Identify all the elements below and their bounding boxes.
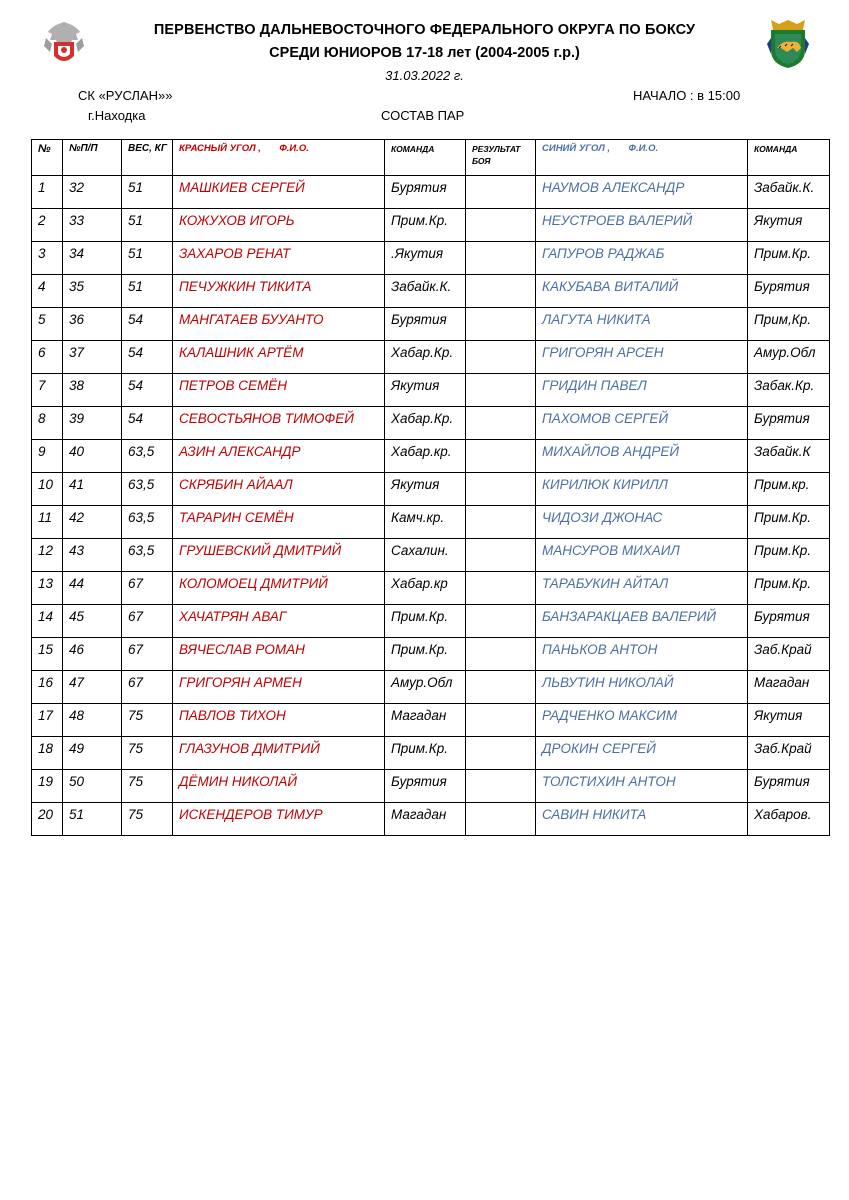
cell-weight: 75 <box>122 704 173 737</box>
cell-blue-boxer: ЛАГУТА НИКИТА <box>536 308 748 341</box>
cell-blue-team: Бурятия <box>748 407 830 440</box>
cell-blue-team: Бурятия <box>748 605 830 638</box>
cell-red-team: Магадан <box>385 704 466 737</box>
table-row <box>32 539 830 572</box>
table-row <box>32 209 830 242</box>
cell-blue-team: Заб.Край <box>748 638 830 671</box>
cell-red-team: Якутия <box>385 374 466 407</box>
cell-result <box>466 770 536 803</box>
cell-np: 39 <box>63 407 122 440</box>
cell-result <box>466 803 536 836</box>
cell-blue-boxer: ГРИГОРЯН АРСЕН <box>536 341 748 374</box>
cell-weight: 51 <box>122 209 173 242</box>
cell-num: 2 <box>32 209 63 242</box>
cell-red-team: Бурятия <box>385 176 466 209</box>
cell-red-team: Хабар.кр. <box>385 440 466 473</box>
cell-red-team: Хабар.кр <box>385 572 466 605</box>
cell-blue-boxer: МИХАЙЛОВ АНДРЕЙ <box>536 440 748 473</box>
cell-np: 43 <box>63 539 122 572</box>
document-title-line2: СРЕДИ ЮНИОРОВ 17-18 лет (2004-2005 г.р.) <box>269 45 580 61</box>
header-red-corner: КРАСНЫЙ УГОЛ , Ф.И.О. <box>173 140 385 176</box>
cell-blue-team: Бурятия <box>748 770 830 803</box>
cell-np: 40 <box>63 440 122 473</box>
header-result: РЕЗУЛЬТАТ БОЯ <box>466 140 536 176</box>
cell-weight: 67 <box>122 572 173 605</box>
cell-weight: 67 <box>122 605 173 638</box>
document-title-line1: ПЕРВЕНСТВО ДАЛЬНЕВОСТОЧНОГО ФЕДЕРАЛЬНОГО ОКРУГА ПО БОКСУ <box>153 22 696 38</box>
cell-blue-boxer: БАНЗАРАКЦАЕВ ВАЛЕРИЙ <box>536 605 748 638</box>
cell-np: 48 <box>63 704 122 737</box>
cell-np: 32 <box>63 176 122 209</box>
table-row <box>32 671 830 704</box>
cell-blue-team: Прим.кр. <box>748 473 830 506</box>
cell-num: 15 <box>32 638 63 671</box>
cell-np: 35 <box>63 275 122 308</box>
cell-result <box>466 473 536 506</box>
header-blue-corner: СИНИЙ УГОЛ , Ф.И.О. <box>536 140 748 176</box>
section-title: СОСТАВ ПАР <box>381 108 465 123</box>
cell-red-team: Амур.Обл <box>385 671 466 704</box>
cell-weight: 63,5 <box>122 440 173 473</box>
cell-red-boxer: ГРИГОРЯН АРМЕН <box>173 671 385 704</box>
cell-red-boxer: ИСКЕНДЕРОВ ТИМУР <box>173 803 385 836</box>
cell-num: 8 <box>32 407 63 440</box>
cell-blue-team: Хабаров. <box>748 803 830 836</box>
cell-weight: 51 <box>122 242 173 275</box>
cell-result <box>466 242 536 275</box>
cell-result <box>466 539 536 572</box>
cell-num: 12 <box>32 539 63 572</box>
cell-weight: 51 <box>122 275 173 308</box>
cell-num: 16 <box>32 671 63 704</box>
cell-np: 44 <box>63 572 122 605</box>
cell-num: 1 <box>32 176 63 209</box>
cell-red-boxer: СЕВОСТЬЯНОВ ТИМОФЕЙ <box>173 407 385 440</box>
cell-weight: 75 <box>122 770 173 803</box>
cell-result <box>466 737 536 770</box>
cell-blue-boxer: ТОЛСТИХИН АНТОН <box>536 770 748 803</box>
cell-red-boxer: СКРЯБИН АЙААЛ <box>173 473 385 506</box>
header-np: №П/П <box>63 140 122 176</box>
cell-result <box>466 308 536 341</box>
table-header-row <box>32 140 830 176</box>
cell-blue-team: Заб.Край <box>748 737 830 770</box>
cell-blue-team: Забайк.К <box>748 440 830 473</box>
city-name: г.Находка <box>88 108 146 123</box>
header-num: № <box>32 140 63 176</box>
cell-blue-boxer: ДРОКИН СЕРГЕЙ <box>536 737 748 770</box>
cell-red-boxer: ГРУШЕВСКИЙ ДМИТРИЙ <box>173 539 385 572</box>
cell-blue-boxer: РАДЧЕНКО МАКСИМ <box>536 704 748 737</box>
cell-blue-boxer: МАНСУРОВ МИХАИЛ <box>536 539 748 572</box>
cell-red-team: Бурятия <box>385 308 466 341</box>
cell-num: 9 <box>32 440 63 473</box>
cell-result <box>466 704 536 737</box>
cell-num: 6 <box>32 341 63 374</box>
cell-blue-boxer: НАУМОВ АЛЕКСАНДР <box>536 176 748 209</box>
cell-red-boxer: ГЛАЗУНОВ ДМИТРИЙ <box>173 737 385 770</box>
table-row <box>32 407 830 440</box>
cell-weight: 63,5 <box>122 506 173 539</box>
cell-result <box>466 374 536 407</box>
cell-blue-team: Прим.Кр. <box>748 539 830 572</box>
cell-red-boxer: ТАРАРИН СЕМЁН <box>173 506 385 539</box>
cell-result <box>466 506 536 539</box>
cell-blue-boxer: ГРИДИН ПАВЕЛ <box>536 374 748 407</box>
cell-red-boxer: ДЁМИН НИКОЛАЙ <box>173 770 385 803</box>
bouts-table <box>31 139 830 836</box>
cell-blue-team: Прим,Кр. <box>748 308 830 341</box>
cell-blue-team: Забак.Кр. <box>748 374 830 407</box>
table-row <box>32 638 830 671</box>
cell-red-boxer: АЗИН АЛЕКСАНДР <box>173 440 385 473</box>
cell-red-boxer: МАНГАТАЕВ БУУАНТО <box>173 308 385 341</box>
table-row <box>32 374 830 407</box>
cell-num: 5 <box>32 308 63 341</box>
cell-blue-team: Магадан <box>748 671 830 704</box>
cell-weight: 51 <box>122 176 173 209</box>
cell-np: 33 <box>63 209 122 242</box>
cell-num: 19 <box>32 770 63 803</box>
cell-red-team: Забайк.К. <box>385 275 466 308</box>
cell-np: 42 <box>63 506 122 539</box>
cell-red-boxer: ВЯЧЕСЛАВ РОМАН <box>173 638 385 671</box>
cell-np: 46 <box>63 638 122 671</box>
club-name: СК «РУСЛАН»» <box>78 88 173 103</box>
table-row <box>32 440 830 473</box>
cell-num: 7 <box>32 374 63 407</box>
table-row <box>32 737 830 770</box>
cell-blue-boxer: ГАПУРОВ РАДЖАБ <box>536 242 748 275</box>
cell-red-boxer: ХАЧАТРЯН АВАГ <box>173 605 385 638</box>
table-row <box>32 242 830 275</box>
cell-blue-team: Якутия <box>748 704 830 737</box>
cell-blue-boxer: САВИН НИКИТА <box>536 803 748 836</box>
table-row <box>32 341 830 374</box>
cell-result <box>466 176 536 209</box>
cell-num: 18 <box>32 737 63 770</box>
header-weight: ВЕС, КГ <box>122 140 173 176</box>
cell-np: 49 <box>63 737 122 770</box>
cell-weight: 75 <box>122 803 173 836</box>
cell-weight: 54 <box>122 374 173 407</box>
cell-np: 51 <box>63 803 122 836</box>
cell-np: 45 <box>63 605 122 638</box>
cell-result <box>466 407 536 440</box>
cell-weight: 75 <box>122 737 173 770</box>
cell-np: 41 <box>63 473 122 506</box>
cell-red-boxer: КОЛОМОЕЦ ДМИТРИЙ <box>173 572 385 605</box>
cell-np: 47 <box>63 671 122 704</box>
table-row <box>32 770 830 803</box>
table-row <box>32 473 830 506</box>
cell-blue-boxer: ЛЬВУТИН НИКОЛАЙ <box>536 671 748 704</box>
cell-blue-boxer: ТАРАБУКИН АЙТАЛ <box>536 572 748 605</box>
cell-weight: 67 <box>122 638 173 671</box>
cell-red-boxer: ЗАХАРОВ РЕНАТ <box>173 242 385 275</box>
table-row <box>32 506 830 539</box>
table-row <box>32 803 830 836</box>
cell-blue-team: Амур.Обл <box>748 341 830 374</box>
cell-np: 50 <box>63 770 122 803</box>
cell-red-team: Прим.Кр. <box>385 209 466 242</box>
cell-red-team: Прим.Кр. <box>385 605 466 638</box>
cell-red-team: Прим.Кр. <box>385 638 466 671</box>
cell-weight: 67 <box>122 671 173 704</box>
cell-red-boxer: КАЛАШНИК АРТЁМ <box>173 341 385 374</box>
table-row <box>32 572 830 605</box>
table-row <box>32 605 830 638</box>
cell-blue-team: Прим.Кр. <box>748 242 830 275</box>
cell-weight: 63,5 <box>122 539 173 572</box>
cell-blue-boxer: КАКУБАВА ВИТАЛИЙ <box>536 275 748 308</box>
cell-result <box>466 209 536 242</box>
cell-red-boxer: ПЕЧУЖКИН ТИКИТА <box>173 275 385 308</box>
cell-red-team: Якутия <box>385 473 466 506</box>
cell-red-boxer: ПЕТРОВ СЕМЁН <box>173 374 385 407</box>
cell-blue-team: Бурятия <box>748 275 830 308</box>
cell-num: 13 <box>32 572 63 605</box>
cell-np: 34 <box>63 242 122 275</box>
cell-weight: 54 <box>122 308 173 341</box>
cell-blue-team: Прим.Кр. <box>748 506 830 539</box>
cell-red-team: Прим.Кр. <box>385 737 466 770</box>
header-blue-team: КОМАНДА <box>748 140 830 176</box>
table-row <box>32 275 830 308</box>
cell-result <box>466 341 536 374</box>
cell-num: 17 <box>32 704 63 737</box>
start-time: НАЧАЛО : в 15:00 <box>633 88 741 103</box>
cell-result <box>466 605 536 638</box>
cell-result <box>466 440 536 473</box>
cell-num: 11 <box>32 506 63 539</box>
event-date: 31.03.2022 г. <box>385 68 464 83</box>
header-red-team: КОМАНДА <box>385 140 466 176</box>
cell-result <box>466 671 536 704</box>
cell-result <box>466 638 536 671</box>
cell-weight: 63,5 <box>122 473 173 506</box>
cell-blue-team: Прим.Кр. <box>748 572 830 605</box>
cell-num: 14 <box>32 605 63 638</box>
cell-blue-boxer: НЕУСТРОЕВ ВАЛЕРИЙ <box>536 209 748 242</box>
cell-blue-boxer: КИРИЛЮК КИРИЛЛ <box>536 473 748 506</box>
table-row <box>32 704 830 737</box>
cell-num: 10 <box>32 473 63 506</box>
cell-result <box>466 275 536 308</box>
cell-num: 4 <box>32 275 63 308</box>
cell-weight: 54 <box>122 407 173 440</box>
cell-np: 36 <box>63 308 122 341</box>
cell-red-team: Бурятия <box>385 770 466 803</box>
cell-np: 37 <box>63 341 122 374</box>
cell-red-boxer: ПАВЛОВ ТИХОН <box>173 704 385 737</box>
cell-red-team: Хабар.Кр. <box>385 407 466 440</box>
cell-num: 20 <box>32 803 63 836</box>
cell-blue-team: Забайк.К. <box>748 176 830 209</box>
cell-np: 38 <box>63 374 122 407</box>
table-row <box>32 308 830 341</box>
cell-red-team: Сахалин. <box>385 539 466 572</box>
cell-red-boxer: МАШКИЕВ СЕРГЕЙ <box>173 176 385 209</box>
cell-red-team: Магадан <box>385 803 466 836</box>
cell-red-team: Хабар.Кр. <box>385 341 466 374</box>
cell-red-boxer: КОЖУХОВ ИГОРЬ <box>173 209 385 242</box>
cell-blue-boxer: ПАХОМОВ СЕРГЕЙ <box>536 407 748 440</box>
cell-weight: 54 <box>122 341 173 374</box>
cell-num: 3 <box>32 242 63 275</box>
cell-blue-boxer: ПАНЬКОВ АНТОН <box>536 638 748 671</box>
cell-red-team: .Якутия <box>385 242 466 275</box>
cell-result <box>466 572 536 605</box>
cell-blue-team: Якутия <box>748 209 830 242</box>
cell-red-team: Камч.кр. <box>385 506 466 539</box>
table-row <box>32 176 830 209</box>
cell-blue-boxer: ЧИДОЗИ ДЖОНАС <box>536 506 748 539</box>
